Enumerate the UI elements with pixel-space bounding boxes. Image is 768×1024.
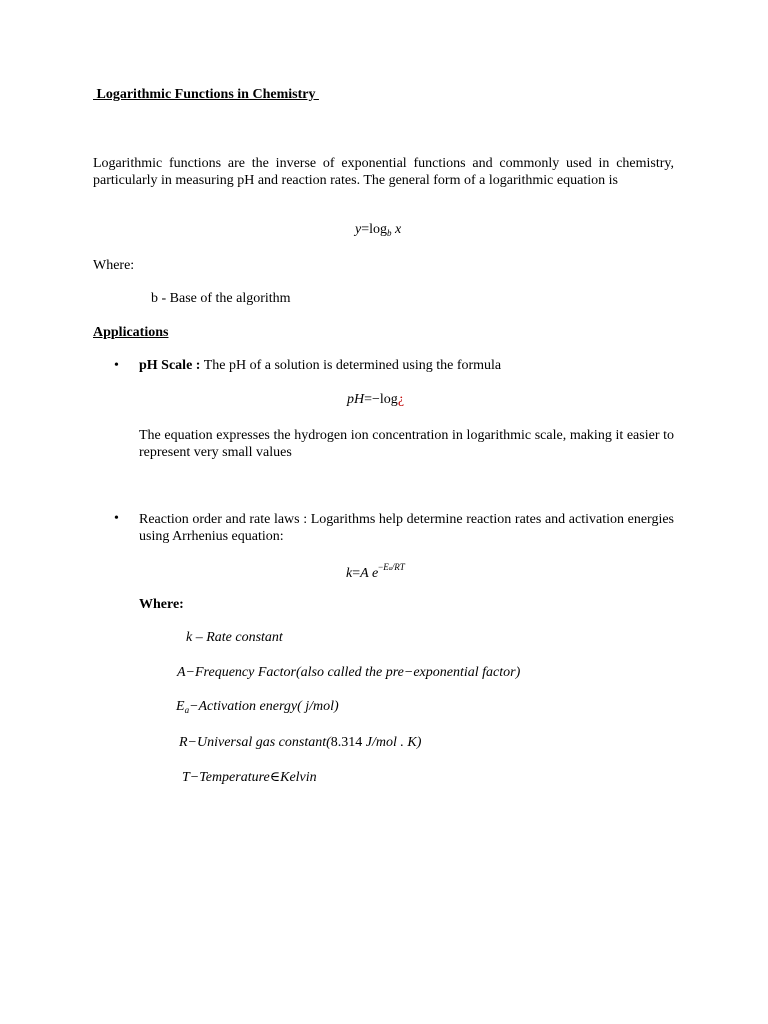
where-label-2: Where: (139, 597, 184, 612)
arr-e: e (371, 566, 379, 581)
where-label: Where: (93, 258, 135, 273)
eq-log: log (369, 222, 388, 237)
arr-exp-E: E (383, 562, 389, 572)
bullet-icon: • (114, 511, 119, 526)
base-definition: b - Base of the algorithm (151, 291, 291, 306)
arr-exp-a: a (388, 566, 392, 572)
def-R-num: 8.314 (330, 735, 363, 750)
ph-scale-label: pH Scale : (139, 358, 201, 373)
def-R (179, 735, 421, 751)
general-log-equation (355, 222, 401, 238)
ph-eq-glyph: ¿ (397, 392, 405, 407)
reaction-order-text: Reaction order and rate laws : Logarithms help determine reaction rates and activation energies using Arrhenius equation: (139, 512, 674, 544)
arrhenius-equation (346, 562, 405, 582)
applications-heading: Applications (93, 325, 169, 340)
ph-equation (347, 392, 404, 408)
def-k: k – Rate constant (186, 630, 283, 645)
eq-x: x (395, 222, 402, 237)
arr-exp-minus: − (378, 562, 384, 572)
ph-description: The equation expresses the hydrogen ion concentration in logarithmic scale, making it easier to represent very small values (139, 428, 674, 460)
def-T: T−Temperature∈Kelvin (182, 770, 317, 785)
def-A: A−Frequency Factor(also called the pre−exponential factor) (177, 665, 521, 680)
arr-k: k (346, 566, 353, 581)
document-title: Logarithmic Functions in Chemistry (93, 87, 319, 102)
eq-equals: = (361, 222, 370, 237)
arr-A: A (360, 566, 369, 581)
eq-y: y (355, 222, 362, 237)
arr-exp-rest: /RT (391, 562, 405, 572)
def-R-pre: R−Universal gas constant( (179, 735, 331, 750)
arr-exponent (378, 562, 405, 572)
arr-equals: = (352, 566, 361, 581)
bullet-icon: • (114, 358, 119, 373)
ph-eq-log: log (379, 392, 398, 407)
def-Ea-sub: a (184, 705, 190, 715)
eq-base: b (387, 228, 392, 238)
ph-eq-lhs: pH (347, 392, 365, 407)
ph-eq-equals: =− (364, 392, 380, 407)
def-Ea-E: E (176, 699, 185, 714)
def-R-post: J/mol . K) (362, 735, 422, 750)
def-Ea (176, 699, 339, 715)
intro-paragraph: Logarithmic functions are the inverse of exponential functions and commonly used in chemistry, particularly in measuring pH and reaction rates. The general form of a logarithmic equation is (93, 156, 674, 188)
ph-scale-text: The pH of a solution is determined using the formula (200, 358, 502, 373)
ph-scale-item (139, 358, 501, 374)
def-Ea-rest: −Activation energy( j/mol) (189, 699, 339, 714)
